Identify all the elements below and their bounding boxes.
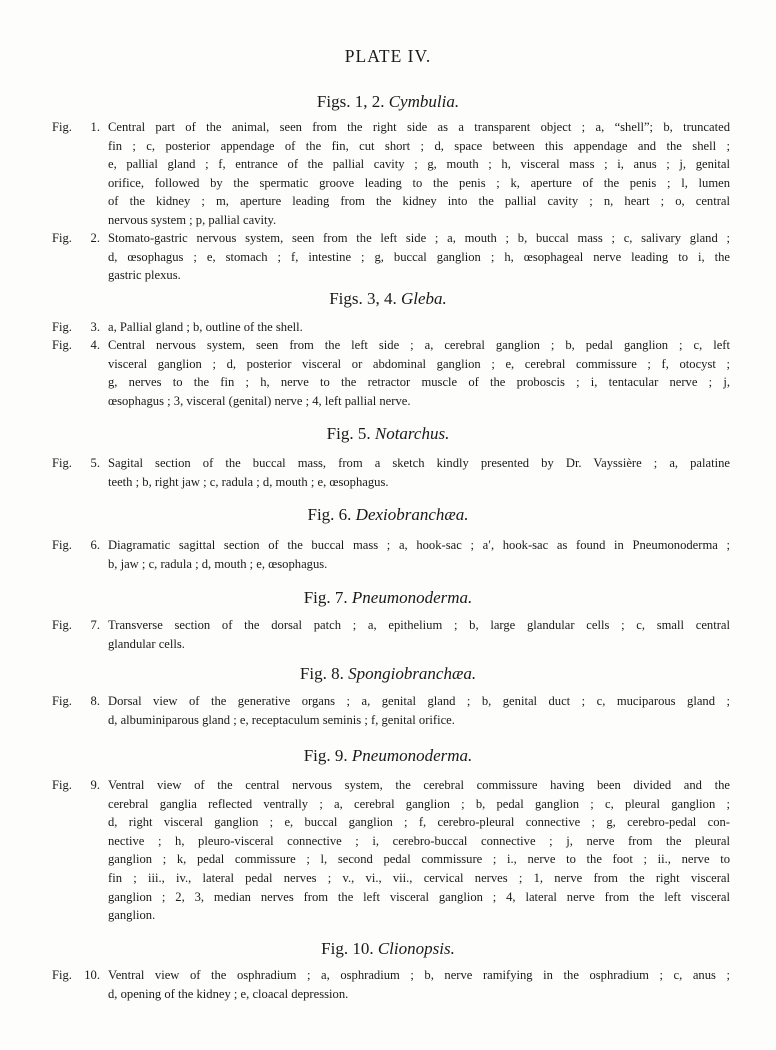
fig-entry-2	[52, 229, 730, 285]
fig-caption	[108, 692, 730, 729]
caption-line: e, pallial gland ; f, entrance of the pallial cavity ; g, mouth ; h, visceral mass ; i, anus ; j, genital	[108, 157, 730, 172]
caption-line: Stomato-gastric nervous system, seen from the left side ; a, mouth ; b, buccal mass ; c, salivary gland ;	[108, 231, 730, 245]
section-heading-pneumonoderma-2	[0, 746, 776, 766]
caption-line: visceral ganglion ; d, posterior visceral or abdominal ganglion ; e, cerebral commissure ; f, otocyst ;	[108, 356, 730, 371]
caption-line: œsophagus ; 3, visceral (genital) nerve ; 4, left pallial nerve.	[108, 393, 411, 408]
fig-caption	[108, 229, 730, 285]
section-figs: Fig. 7.	[303, 588, 348, 607]
fig-label: Fig.	[52, 320, 72, 334]
section-figs: Figs. 3, 4.	[329, 289, 397, 308]
fig-entry-6	[52, 536, 730, 573]
fig-label: Fig.	[52, 538, 72, 552]
fig-number: 8.	[90, 694, 100, 708]
fig-number: 3.	[90, 320, 100, 334]
section-figs: Fig. 10.	[321, 939, 374, 958]
fig-label: Fig.	[52, 968, 72, 982]
fig-caption	[108, 776, 730, 925]
section-genus: Dexiobranchæa.	[355, 505, 469, 524]
fig-number: 2.	[90, 231, 100, 245]
caption-line: Transverse section of the dorsal patch ; a, epithelium ; b, large glandular cells ; c, small central	[108, 618, 730, 632]
caption-line: d, œsophagus ; e, stomach ; f, intestine ; g, buccal ganglion ; h, œsophageal nerve leading to i, the	[108, 249, 730, 264]
caption-line: g, nerves to the fin ; h, nerve to the retractor muscle of the proboscis ; i, tentacular nerve ; j,	[108, 375, 730, 390]
caption-line: a, Pallial gland ; b, outline of the shell.	[108, 320, 303, 334]
fig-caption	[108, 966, 730, 1003]
fig-number: 7.	[90, 618, 100, 632]
fig-caption	[108, 454, 730, 491]
section-genus: Clionopsis.	[377, 939, 455, 958]
section-figs: Fig. 9.	[303, 746, 348, 765]
section-figs: Fig. 5.	[326, 424, 371, 443]
fig-label: Fig.	[52, 120, 72, 134]
fig-number: 6.	[90, 538, 100, 552]
fig-label: Fig.	[52, 231, 72, 245]
fig-label: Fig.	[52, 694, 72, 708]
caption-line: ganglion ; 2, 3, median nerves from the left visceral ganglion ; 4, lateral nerve from the left visceral	[108, 889, 730, 904]
fig-entry-4	[52, 336, 730, 410]
section-genus: Spongiobranchæa.	[348, 664, 477, 683]
caption-line: glandular cells.	[108, 636, 185, 651]
caption-line: cerebral ganglia reflected ventrally ; a, cerebral ganglion ; b, pedal ganglion ; c, pleural ganglion ;	[108, 796, 730, 811]
fig-label: Fig.	[52, 456, 72, 470]
fig-entry-9	[52, 776, 730, 925]
caption-line: ganglion.	[108, 908, 156, 923]
fig-entry-7	[52, 616, 730, 653]
section-heading-clionopsis	[0, 939, 776, 959]
fig-caption	[108, 118, 730, 230]
caption-line: nervous system ; p, pallial cavity.	[108, 212, 277, 227]
fig-number: 4.	[90, 338, 100, 352]
section-heading-cymbulia	[0, 92, 776, 112]
section-figs: Figs. 1, 2.	[316, 92, 385, 111]
fig-caption	[108, 536, 730, 573]
caption-line: d, albuminiparous gland ; e, receptaculum seminis ; f, genital orifice.	[108, 712, 455, 727]
section-genus: Gleba.	[401, 289, 447, 308]
caption-line: of the kidney ; m, aperture leading from the kidney into the pallial cavity ; n, heart ; o, central	[108, 194, 730, 209]
fig-entry-5	[52, 454, 730, 491]
fig-caption	[108, 616, 730, 653]
caption-line: Sagital section of the buccal mass, from a sketch kindly presented by Dr. Vayssière ; a, palatine	[108, 456, 730, 470]
section-genus: Cymbulia.	[388, 92, 460, 111]
caption-line: Diagramatic sagittal section of the buccal mass ; a, hook-sac ; a′, hook-sac as found in Pneumonoderma ;	[108, 538, 730, 552]
fig-label: Fig.	[52, 778, 72, 792]
fig-number: 10.	[84, 968, 100, 982]
section-heading-dexiobranchaea	[0, 505, 776, 525]
section-genus: Pneumonoderma.	[351, 588, 473, 607]
section-figs: Fig. 6.	[307, 505, 352, 524]
section-figs: Fig. 8.	[299, 664, 344, 683]
caption-line: Central nervous system, seen from the left side ; a, cerebral ganglion ; b, pedal ganglion ; c, left	[108, 338, 730, 352]
plate-title: PLATE IV.	[344, 46, 432, 66]
caption-line: ganglion ; k, pedal commissure ; l, second pedal commissure ; i., nerve to the foot ; ii., nerve to	[108, 852, 730, 867]
caption-line: b, jaw ; c, radula ; d, mouth ; e, œsophagus.	[108, 556, 328, 571]
section-genus: Pneumonoderma.	[351, 746, 473, 765]
caption-line: d, opening of the kidney ; e, cloacal depression.	[108, 986, 349, 1001]
fig-entry-1	[52, 118, 730, 230]
section-genus: Notarchus.	[374, 424, 450, 443]
fig-label: Fig.	[52, 338, 72, 352]
caption-line: gastric plexus.	[108, 268, 181, 283]
caption-line: d, right visceral ganglion ; e, buccal ganglion ; f, cerebro-pleural connective ; g, cerebro-pedal con-	[108, 815, 730, 830]
fig-number: 1.	[90, 120, 100, 134]
fig-label: Fig.	[52, 618, 72, 632]
caption-line: Ventral view of the central nervous system, the cerebral commissure having been divided and the	[108, 778, 730, 792]
fig-number: 9.	[90, 778, 100, 792]
caption-line: fin ; iii., iv., lateral pedal nerves ; v., vi., vii., cervical nerves ; 1, nerve from the right visceral	[108, 870, 730, 885]
fig-entry-10	[52, 966, 730, 1003]
section-heading-pneumonoderma	[0, 588, 776, 608]
fig-entry-3	[52, 318, 730, 337]
caption-line: Dorsal view of the generative organs ; a, genital gland ; b, genital duct ; c, muciparous gland ;	[108, 694, 730, 708]
caption-line: nective ; h, pleuro-visceral connective ; i, cerebro-buccal connective ; j, nerve from the pleural	[108, 833, 730, 848]
fig-caption	[108, 336, 730, 410]
section-heading-gleba	[0, 289, 776, 309]
fig-caption	[108, 318, 730, 337]
fig-entry-8	[52, 692, 730, 729]
caption-line: Ventral view of the osphradium ; a, osphradium ; b, nerve ramifying in the osphradium ; c, anus ;	[108, 968, 730, 982]
caption-line: teeth ; b, right jaw ; c, radula ; d, mouth ; e, œsophagus.	[108, 474, 389, 489]
caption-line: orifice, followed by the spermatic groove leading to the penis ; k, aperture of the penis ; l, lumen	[108, 175, 730, 190]
caption-line: Central part of the animal, seen from the right side as a transparent object ; a, “shell”; b, truncated	[108, 120, 730, 134]
section-heading-notarchus	[0, 424, 776, 444]
fig-number: 5.	[90, 456, 100, 470]
section-heading-spongiobranchaea	[0, 664, 776, 684]
caption-line: fin ; c, posterior appendage of the fin, cut short ; d, space between this appendage and the shell ;	[108, 138, 730, 153]
